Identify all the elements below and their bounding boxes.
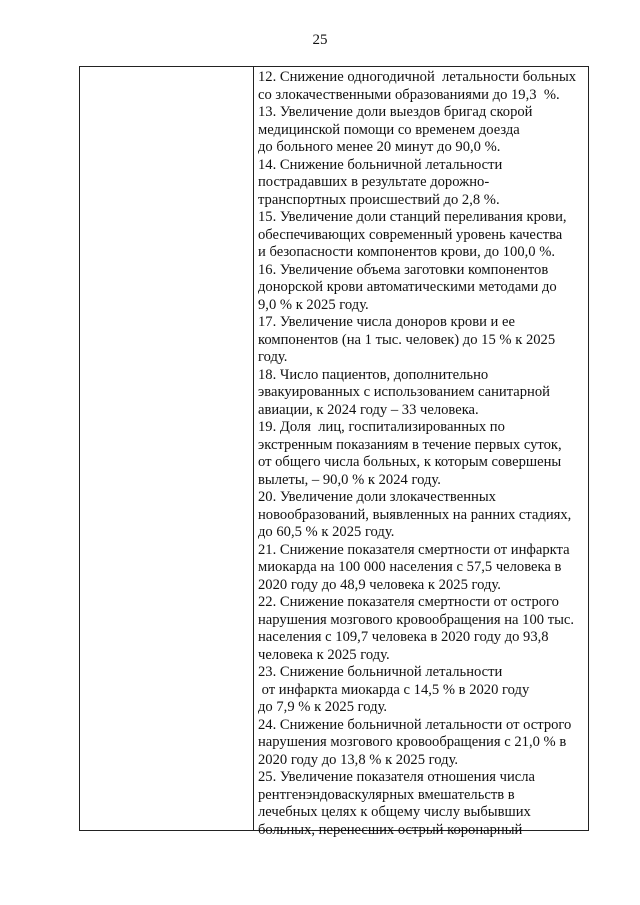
indicators-table	[79, 66, 589, 838]
table-right-cell	[254, 67, 588, 838]
text-line: 2020 году до 13,8 % к 2025 году.	[258, 751, 459, 768]
text-line: от инфаркта миокарда с 14,5 % в 2020 году	[258, 681, 530, 698]
text-line: человека к 2025 году.	[258, 646, 390, 663]
text-line: нарушения мозгового кровообращения на 100 тыс.	[258, 611, 575, 628]
text-line: до 7,9 % к 2025 году.	[258, 699, 388, 715]
text-line: вылеты, – 90,0 % к 2024 году.	[258, 471, 441, 488]
text-line: от общего числа больных, к которым совершены	[258, 454, 562, 470]
text-line: нарушения мозгового кровообращения с 21,0 % в	[258, 734, 567, 750]
text-line: 16. Увеличение объема заготовки компонентов	[258, 261, 549, 278]
text-line: новообразований, выявленных на ранних стадиях,	[258, 506, 572, 523]
text-line: обеспечивающих современный уровень качества	[258, 226, 563, 243]
text-line: со злокачественными образованиями до 19,3 %.	[258, 86, 560, 103]
text-line: донорской крови автоматическими методами до	[258, 279, 557, 295]
text-line: 15. Увеличение доли станций переливания крови,	[258, 209, 567, 225]
text-line: авиации, к 2024 году – 33 человека.	[258, 401, 479, 418]
text-line: 17. Увеличение числа доноров крови и ее	[258, 314, 515, 330]
text-line: 18. Число пациентов, дополнительно	[258, 366, 489, 383]
text-line: компонентов (на 1 тыс. человек) до 15 % к 2025	[258, 331, 556, 348]
text-line: 21. Снижение показателя смертности от инфаркта	[258, 541, 570, 558]
page-number: 25	[312, 32, 328, 48]
text-line: экстренным показаниям в течение первых суток,	[258, 436, 562, 453]
text-line: 14. Снижение больничной летальности	[258, 156, 503, 173]
text-line: 12. Снижение одногодичной летальности больных	[258, 69, 577, 85]
text-line: медицинской помощи со временем доезда	[258, 121, 520, 138]
text-line: населения с 109,7 человека в 2020 году до 93,8	[258, 629, 549, 645]
text-line: 2020 году до 48,9 человека к 2025 году.	[258, 576, 501, 593]
text-line: до 60,5 % к 2025 году.	[258, 524, 395, 540]
text-line: 9,0 % к 2025 году.	[258, 296, 369, 313]
text-line: 13. Увеличение доли выездов бригад скорой	[258, 104, 533, 120]
text-line: эвакуированных с использованием санитарной	[258, 384, 550, 400]
text-line: 24. Снижение больничной летальности от острого	[258, 716, 572, 733]
text-line: 23. Снижение больничной летальности	[258, 664, 503, 680]
text-line: миокарда на 100 000 населения с 57,5 человека в	[258, 559, 562, 575]
text-line: 20. Увеличение доли злокачественных	[258, 489, 496, 505]
text-line: 19. Доля лиц, госпитализированных по	[258, 419, 505, 435]
text-line: больных, перенесших острый коронарный	[258, 821, 523, 838]
text-line: 22. Снижение показателя смертности от острого	[258, 594, 559, 610]
text-line: году.	[258, 349, 288, 365]
text-line: 25. Увеличение показателя отношения числа	[258, 769, 536, 785]
text-line: пострадавших в результате дорожно-	[258, 174, 490, 190]
text-line: до больного менее 20 минут до 90,0 %.	[258, 139, 501, 155]
text-line: транспортных происшествий до 2,8 %.	[258, 191, 500, 208]
table-left-cell	[80, 67, 254, 830]
text-line: лечебных целях к общему числу выбывших	[258, 804, 531, 820]
text-line: и безопасности компонентов крови, до 100,0 %.	[258, 244, 556, 260]
text-line: рентгенэндоваскулярных вмешательств в	[258, 786, 515, 803]
